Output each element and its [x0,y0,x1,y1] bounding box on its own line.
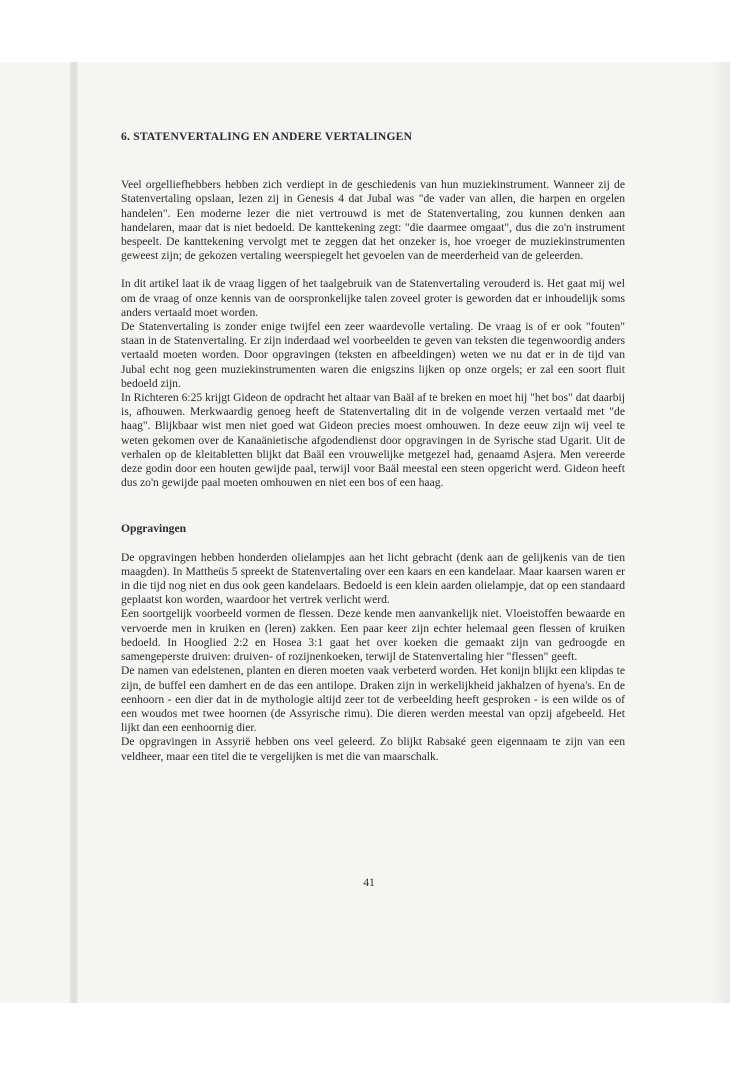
text-column [121,130,625,764]
intro-paragraph: Veel orgelliefhebbers hebben zich verdiept in de geschiedenis van hun muziekinstrument. Wanneer zij de Statenvertaling opslaan, lezen zij in Genesis 4 dat Jubal was "de vader van allen, die harpen en orgelen handelen". Een moderne lezer die niet vertrouwd is met de Statenvertaling, zou kunnen denken aan handelaren, maar dat is niet bedoeld. De kanttekening zegt: "die daarmee omgaat", dus die zo'n instrument bespeelt. De kanttekening vervolgt met te zeggen dat het onzeker is, hoe vroeger de muziekinstrumenten geweest zijn; de gekozen vertaling weerspiegelt het gevoelen van de meerderheid van de geleerden. [121,178,625,263]
paragraph-oil-lamps: De opgravingen hebben honderden olielampjes aan het licht gebracht (denk aan de gelijkenis van de tien maagden). In Mattheüs 5 spreekt de Statenvertaling over een kaars en een kandelaar. Maar kaarsen waren er in die tijd nog niet en dus ook geen kandelaars. Bedoeld is een klein aarden olielampje, dat op een standaard geplaatst kon worden, waardoor het vertrek verlicht werd. [121,550,625,607]
page-edge-shadow [712,62,730,1003]
spacer [121,263,625,277]
spacer [121,490,625,522]
page-number: 41 [363,876,375,889]
paragraph-bottles: Een soortgelijk voorbeeld vormen de flessen. Deze kende men aanvankelijk niet. Vloeistoffen bewaarde en vervoerde men in kruiken en (leren) zakken. Een paar keer zijn echter helemaal geen flessen of kruiken bedoeld. In Hooglied 2:2 en Hosea 3:1 gaat het over koeken die gemaakt zijn van gedroogde en samengeperste druiven: druiven- of rozijnenkoeken, terwijl de Statenvertaling hier "flessen" geeft. [121,607,625,664]
paragraph-article-scope: In dit artikel laat ik de vraag liggen of het taalgebruik van de Statenvertaling verouderd is. Het gaat mij wel om de vraag of onze kennis van de oorspronkelijke talen zoveel groter is geworden dat er inhoudelijk soms anders vertaald moet worden. [121,277,625,319]
spacer [121,537,625,551]
paragraph-animal-names: De namen van edelstenen, planten en dieren moeten vaak verbeterd worden. Het konijn blijkt een klipdas te zijn, de buffel een damhert en de das een antilope. Draken zijn in werkelijkheid jakhalzen of hyena's. En de eenhoorn - een dier dat in de mythologie altijd zeer tot de verbeelding heeft gesproken - is een wilde os of een woudos met twee hoornen (de Assyrische rimu). Die dieren werden meestal van opzij afgebeeld. Het lijkt dan een eenhoornig dier. [121,664,625,735]
paragraph-assyria: De opgravingen in Assyrië hebben ons veel geleerd. Zo blijkt Rabsaké geen eigennaam te zijn van een veldheer, maar een titel die te vergelijken is met die van maarschalk. [121,735,625,763]
spacer [121,144,625,178]
binding-edge [70,62,78,1003]
section-title: Opgravingen [121,522,187,536]
chapter-title: 6. STATENVERTALING EN ANDERE VERTALINGEN [121,130,413,143]
paragraph-translation-errors: De Statenvertaling is zonder enige twijfel een zeer waardevolle vertaling. De vraag is of er ook "fouten" staan in de Statenvertaling. Er zijn inderdaad wel voorbeelden te geven van teksten die tegenwoordig anders vertaald moeten worden. Door opgravingen (teksten en afbeeldingen) weten we nu dat er in de tijd van Jubal echt nog geen muziekinstrumenten waren die enigszins lijken op onze orgels; er zal een soort fluit bedoeld zijn. [121,320,625,390]
paragraph-gideon: In Richteren 6:25 krijgt Gideon de opdracht het altaar van Baäl af te breken en moet hij "het bos" dat daarbij is, afhouwen. Merkwaardig genoeg heeft de Statenvertaling dit in de volgende verzen vertaald met "de haag". Blijkbaar wist men niet goed wat Gideon precies moest omhouwen. In deze eeuw zijn wij veel te weten gekomen over de Kanaänietische afgodendienst door opgravingen in de Syrische stad Ugarit. Uit de verhalen op de kleitabletten blijkt dat Baäl een vrouwelijke metgezel had, genaamd Asjera. Men vereerde deze godin door een houten gewijde paal, terwijl voor Baäl meestal een steen opgericht werd. Gideon heeft dus zo'n gewijde paal moeten omhouwen en niet een bos of een haag. [121,391,625,490]
